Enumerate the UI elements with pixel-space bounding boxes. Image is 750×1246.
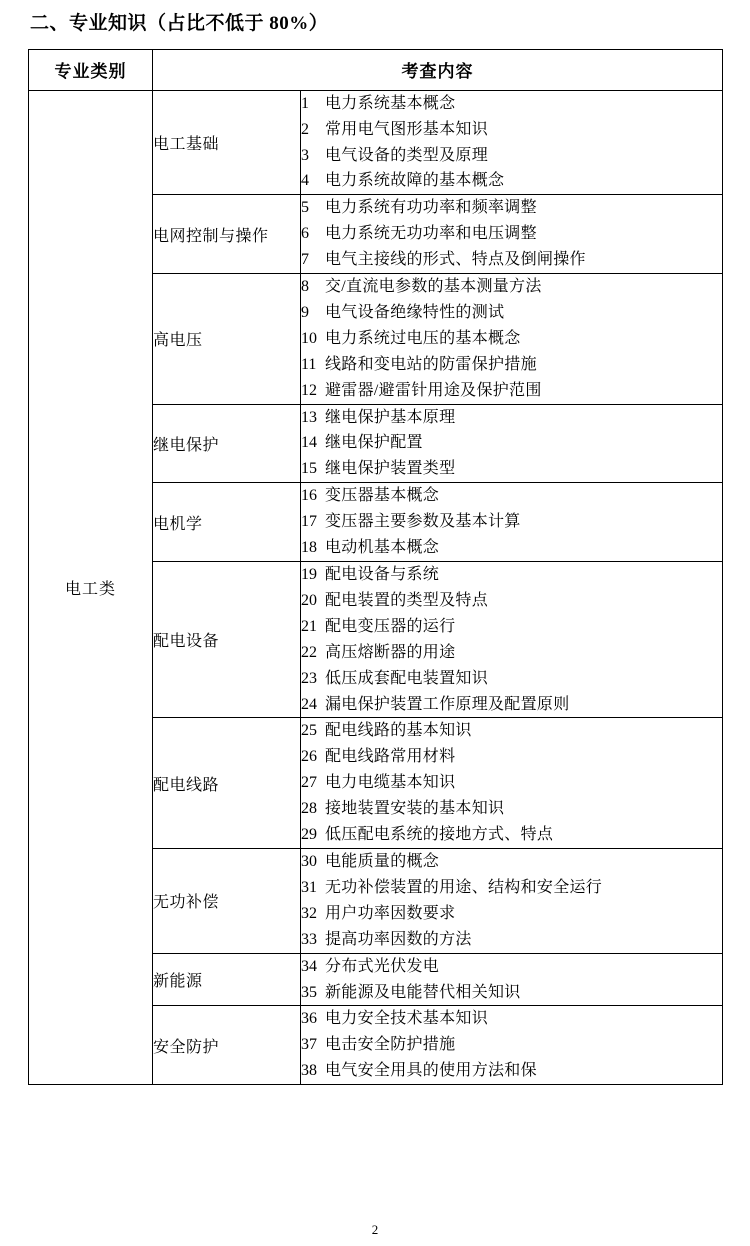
list-item <box>301 640 722 666</box>
list-item <box>301 430 722 456</box>
list-item <box>301 770 722 796</box>
list-item <box>301 168 722 194</box>
item-text: 电能质量的概念 <box>325 852 440 870</box>
list-item <box>301 274 722 300</box>
list-item <box>301 954 722 980</box>
item-text: 电力系统故障的基本概念 <box>325 172 505 190</box>
subject-cell: 安全防护 <box>153 1006 301 1085</box>
item-text: 低压成套配电装置知识 <box>325 669 489 687</box>
list-item <box>301 352 722 378</box>
item-number: 30 <box>301 852 317 870</box>
item-number: 5 <box>301 199 309 217</box>
item-number: 32 <box>301 904 317 922</box>
category-cell: 电工类 <box>29 90 153 1084</box>
item-text: 电动机基本概念 <box>325 539 440 557</box>
list-item <box>301 1058 722 1084</box>
list-item <box>301 91 722 117</box>
item-number: 6 <box>301 225 309 243</box>
item-number: 19 <box>301 566 317 583</box>
items-cell <box>301 1006 723 1085</box>
item-number: 26 <box>301 748 317 766</box>
item-number: 28 <box>301 800 317 818</box>
items-cell <box>301 404 723 483</box>
item-text: 电气设备的类型及原理 <box>325 146 489 164</box>
item-number: 13 <box>301 408 317 426</box>
item-number: 9 <box>301 303 309 321</box>
list-item <box>301 195 722 221</box>
item-number: 8 <box>301 278 309 296</box>
header-content: 考查内容 <box>153 49 723 90</box>
subject-cell: 配电线路 <box>153 718 301 849</box>
item-text: 电力系统过电压的基本概念 <box>325 329 521 347</box>
list-item <box>301 822 722 848</box>
knowledge-table <box>28 49 723 1085</box>
list-item <box>301 300 722 326</box>
item-number: 18 <box>301 539 317 557</box>
list-item <box>301 143 722 169</box>
item-text: 电力系统有功功率和频率调整 <box>325 199 537 217</box>
header-category: 专业类别 <box>29 49 153 90</box>
subject-cell: 新能源 <box>153 953 301 1006</box>
list-item <box>301 562 722 588</box>
item-number: 25 <box>301 722 317 740</box>
item-text: 电力电缆基本知识 <box>325 774 456 792</box>
list-item <box>301 378 722 404</box>
item-number: 24 <box>301 695 317 713</box>
item-number: 23 <box>301 669 317 687</box>
item-text: 分布式光伏发电 <box>325 957 440 975</box>
subject-cell: 电网控制与操作 <box>153 195 301 274</box>
item-text: 高压熔断器的用途 <box>325 643 456 661</box>
item-text: 配电线路的基本知识 <box>325 722 472 740</box>
item-text: 电力系统无功功率和电压调整 <box>325 225 537 243</box>
item-number: 20 <box>301 591 317 609</box>
table-body <box>29 90 723 1084</box>
item-number: 21 <box>301 617 317 635</box>
item-text: 电力安全技术基本知识 <box>325 1010 489 1028</box>
list-item <box>301 456 722 482</box>
item-text: 配电变压器的运行 <box>325 617 456 635</box>
list-item <box>301 221 722 247</box>
item-text: 继电保护配置 <box>325 434 423 452</box>
item-number: 7 <box>301 251 309 269</box>
item-number: 33 <box>301 930 317 948</box>
item-text: 用户功率因数要求 <box>325 904 456 922</box>
item-number: 4 <box>301 172 309 190</box>
list-item <box>301 849 722 875</box>
item-number: 37 <box>301 1036 317 1054</box>
items-cell <box>301 483 723 562</box>
item-text: 继电保护基本原理 <box>325 408 456 426</box>
page-number: 2 <box>371 1222 379 1237</box>
list-item <box>301 405 722 431</box>
subject-cell: 电工基础 <box>153 90 301 195</box>
subject-cell: 高电压 <box>153 274 301 405</box>
item-number: 16 <box>301 487 317 505</box>
item-text: 避雷器/避雷针用途及保护范围 <box>325 381 542 399</box>
list-item <box>301 927 722 953</box>
item-text: 变压器主要参数及基本计算 <box>325 513 521 531</box>
list-item <box>301 509 722 535</box>
item-text: 接地装置安装的基本知识 <box>325 800 505 818</box>
item-text: 配电设备与系统 <box>325 566 440 583</box>
item-number: 36 <box>301 1010 317 1028</box>
list-item <box>301 535 722 561</box>
items-cell <box>301 953 723 1006</box>
item-text: 电击安全防护措施 <box>325 1036 456 1054</box>
items-cell <box>301 848 723 953</box>
item-number: 35 <box>301 983 317 1001</box>
item-text: 配电装置的类型及特点 <box>325 591 489 609</box>
item-text: 电气安全用具的使用方法和保 <box>325 1062 537 1080</box>
list-item <box>301 614 722 640</box>
item-text: 继电保护装置类型 <box>325 460 456 478</box>
item-text: 常用电气图形基本知识 <box>325 120 489 138</box>
item-text: 电力系统基本概念 <box>325 94 456 112</box>
item-number: 1 <box>301 94 309 112</box>
subject-cell: 继电保护 <box>153 404 301 483</box>
list-item <box>301 980 722 1006</box>
item-text: 电气设备绝缘特性的测试 <box>325 303 505 321</box>
list-item <box>301 692 722 718</box>
item-number: 34 <box>301 957 317 975</box>
list-item <box>301 117 722 143</box>
list-item <box>301 1032 722 1058</box>
item-number: 2 <box>301 120 309 138</box>
item-number: 12 <box>301 381 317 399</box>
table-header-row <box>29 49 723 90</box>
list-item <box>301 588 722 614</box>
list-item <box>301 875 722 901</box>
item-number: 17 <box>301 513 317 531</box>
item-number: 38 <box>301 1062 317 1080</box>
item-text: 交/直流电参数的基本测量方法 <box>325 278 542 296</box>
item-number: 31 <box>301 878 317 896</box>
item-text: 低压配电系统的接地方式、特点 <box>325 826 554 844</box>
list-item <box>301 326 722 352</box>
item-text: 无功补偿装置的用途、结构和安全运行 <box>325 878 603 896</box>
items-cell <box>301 195 723 274</box>
item-text: 漏电保护装置工作原理及配置原则 <box>325 695 570 713</box>
subject-cell: 配电设备 <box>153 562 301 718</box>
item-text: 线路和变电站的防雷保护措施 <box>325 355 537 373</box>
list-item <box>301 744 722 770</box>
item-number: 15 <box>301 460 317 478</box>
list-item <box>301 718 722 744</box>
table-row <box>29 90 723 195</box>
items-cell <box>301 90 723 195</box>
item-text: 提高功率因数的方法 <box>325 930 472 948</box>
item-text: 新能源及电能替代相关知识 <box>325 983 521 1001</box>
items-cell <box>301 718 723 849</box>
item-number: 11 <box>301 355 317 373</box>
item-text: 变压器基本概念 <box>325 487 440 505</box>
item-text: 配电线路常用材料 <box>325 748 456 766</box>
item-number: 27 <box>301 774 317 792</box>
item-number: 14 <box>301 434 317 452</box>
subject-cell: 无功补偿 <box>153 848 301 953</box>
items-cell <box>301 274 723 405</box>
list-item <box>301 666 722 692</box>
list-item <box>301 796 722 822</box>
list-item <box>301 483 722 509</box>
subject-cell: 电机学 <box>153 483 301 562</box>
item-number: 3 <box>301 146 309 164</box>
page-title: 二、专业知识（占比不低于 80%） <box>30 13 329 34</box>
item-number: 29 <box>301 826 317 844</box>
list-item <box>301 247 722 273</box>
item-text: 电气主接线的形式、特点及倒闸操作 <box>325 251 586 269</box>
item-number: 10 <box>301 329 317 347</box>
item-number: 22 <box>301 643 317 661</box>
items-cell <box>301 562 723 718</box>
list-item <box>301 901 722 927</box>
list-item <box>301 1006 722 1032</box>
